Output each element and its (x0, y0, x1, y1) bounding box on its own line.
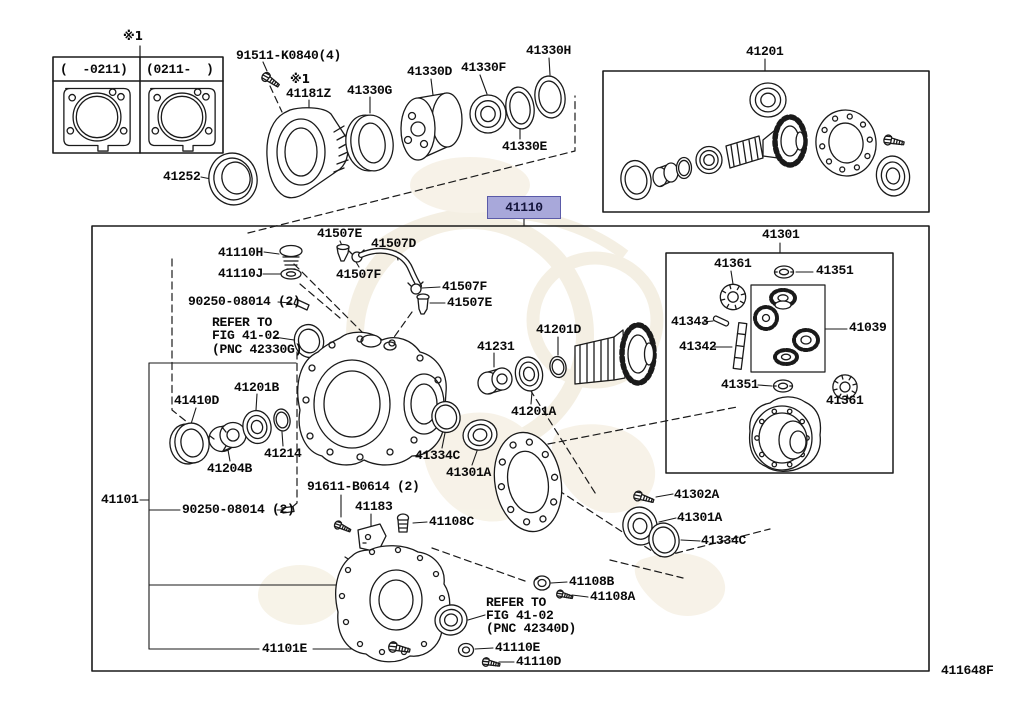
part-label-41342: 41342 (679, 339, 717, 354)
part-label-41507e-1: 41507E (317, 226, 363, 241)
part-label-41330e: 41330E (502, 139, 548, 154)
bearing-retainer-41181Z (267, 108, 350, 198)
part-label-41110j: 41110J (218, 266, 264, 281)
thrust-washer-41361-upper (718, 282, 749, 313)
part-label-41108c: 41108C (429, 514, 475, 529)
bearing-41330F (470, 95, 506, 133)
part-label-91611: 91611-B0614 (2) (307, 479, 420, 494)
lock-pin-41343 (713, 315, 730, 326)
part-label-41214: 41214 (264, 446, 302, 461)
part-label-91511: 91511-K0840(4) (236, 48, 342, 63)
part-label-41108a: 41108A (590, 589, 636, 604)
washer-41110E (459, 644, 474, 657)
ref-mark-top: ※1 (123, 29, 144, 43)
part-label-41301a-2: 41301A (677, 510, 723, 525)
part-label-41302a: 41302A (674, 487, 720, 502)
highlighted-part-label-41110: 41110 (487, 196, 561, 219)
ring-41330G (342, 112, 396, 173)
pinion-rear-bearing-lower (874, 154, 912, 198)
ring-41330H (532, 74, 568, 120)
gasket-variant-left-label: ( -0211) (60, 62, 128, 77)
collapsible-spacer (653, 163, 678, 187)
part-label-90250-1: 90250-08014 (2) (188, 294, 301, 309)
side-gear-lower (775, 350, 797, 364)
part-label-41231: 41231 (477, 339, 515, 354)
part-label-41507f-1: 41507F (336, 267, 382, 282)
shim-41351-upper (775, 266, 794, 278)
sensor-41108C (398, 514, 409, 532)
part-label-41343: 41343 (671, 314, 709, 329)
lock-nut-41204B (209, 423, 246, 452)
part-label-41183: 41183 (355, 499, 393, 514)
pinion-oil-seal (618, 159, 653, 202)
part-label-41330d: 41330D (407, 64, 453, 79)
part-label-41252: 41252 (163, 169, 201, 184)
part-label-41334c-1: 41334C (415, 448, 461, 463)
figure-code: 411648F (941, 663, 994, 678)
shim-41351-lower (774, 380, 793, 392)
part-label-41351-2: 41351 (721, 377, 759, 392)
part-label-41351-1: 41351 (816, 263, 854, 278)
nut-41108B (534, 576, 550, 590)
part-label-41330g: 41330G (347, 83, 393, 98)
part-label-41507f-2: 41507F (442, 279, 488, 294)
pinion-shaft (726, 131, 778, 168)
breather-plug-41507E-right (417, 294, 429, 314)
part-label-41101: 41101 (101, 492, 139, 507)
spacer-41231 (478, 368, 512, 394)
refer-note-2-line-2: FIG 41-02 (486, 608, 554, 623)
ring-41330E (503, 85, 537, 130)
part-label-41110e: 41110E (495, 640, 541, 655)
part-label-41507d: 41507D (371, 236, 417, 251)
drive-pinion-kit (618, 83, 912, 201)
differential-case (750, 397, 821, 472)
part-label-41108b: 41108B (569, 574, 615, 589)
oil-seal-41252 (203, 148, 262, 210)
washer-41214 (272, 408, 292, 432)
part-label-90250-2: 90250-08014 (2) (182, 502, 295, 517)
pinion-shaft-41342 (733, 323, 747, 370)
part-label-41201a: 41201A (511, 404, 557, 419)
part-label-41330f: 41330F (461, 60, 507, 75)
breather-plug-41110H (280, 246, 302, 270)
refer-note-1-line-2: FIG 41-02 (212, 328, 280, 343)
part-label-41101e: 41101E (262, 641, 308, 656)
ring-gear-41201 (812, 106, 881, 180)
oil-seal-41410D (167, 420, 212, 466)
part-label-41507e-2: 41507E (447, 295, 493, 310)
part-label-41301: 41301 (762, 227, 800, 242)
bolt-41108A (556, 589, 574, 601)
bolt-41110D (482, 657, 501, 669)
part-label-41110h: 41110H (218, 245, 264, 260)
part-label-41201b: 41201B (234, 380, 280, 395)
pinion-washer (677, 158, 692, 179)
refer-note-1-line-1: REFER TO (212, 315, 273, 330)
coupling-41330D (401, 93, 462, 160)
part-label-41181z: 41181Z (286, 86, 332, 101)
refer-note-1-line-3: (PNC 42330G) (212, 342, 303, 357)
ring-gear-bolt (883, 134, 905, 148)
part-label-41361-2: 41361 (826, 393, 864, 408)
side-gear-upper (771, 290, 795, 309)
bolt-91611 (333, 520, 352, 535)
drive-pinion-gear (775, 117, 805, 165)
part-label-41110d: 41110D (516, 654, 562, 669)
tube-clamp-41507F-right (408, 282, 423, 294)
carrier-housing (298, 332, 446, 465)
part-label-41301a-1: 41301A (446, 465, 492, 480)
breather-union-41507E-left (337, 245, 349, 262)
pinion-front-bearing (696, 147, 722, 174)
part-label-41201: 41201 (746, 44, 784, 59)
gasket-variant-right-label: (0211- ) (146, 62, 214, 77)
pinion-gear-left (755, 307, 777, 329)
refer-note-2-line-1: REFER TO (486, 595, 547, 610)
part-label-41039: 41039 (849, 320, 887, 335)
refer-note-2-line-3: (PNC 42340D) (486, 621, 577, 636)
pinion-rear-bearing-upper (750, 83, 786, 117)
part-label-41361-1: 41361 (714, 256, 752, 271)
breather-washer-41110J (281, 269, 301, 279)
part-label-41330h: 41330H (526, 43, 572, 58)
part-label-41201d: 41201D (536, 322, 582, 337)
pinion-gear-right (794, 330, 818, 350)
ref-mark-2: ※1 (290, 72, 311, 86)
part-label-41410d: 41410D (174, 393, 220, 408)
part-label-41334c-2: 41334C (701, 533, 747, 548)
part-label-41204b: 41204B (207, 461, 253, 476)
